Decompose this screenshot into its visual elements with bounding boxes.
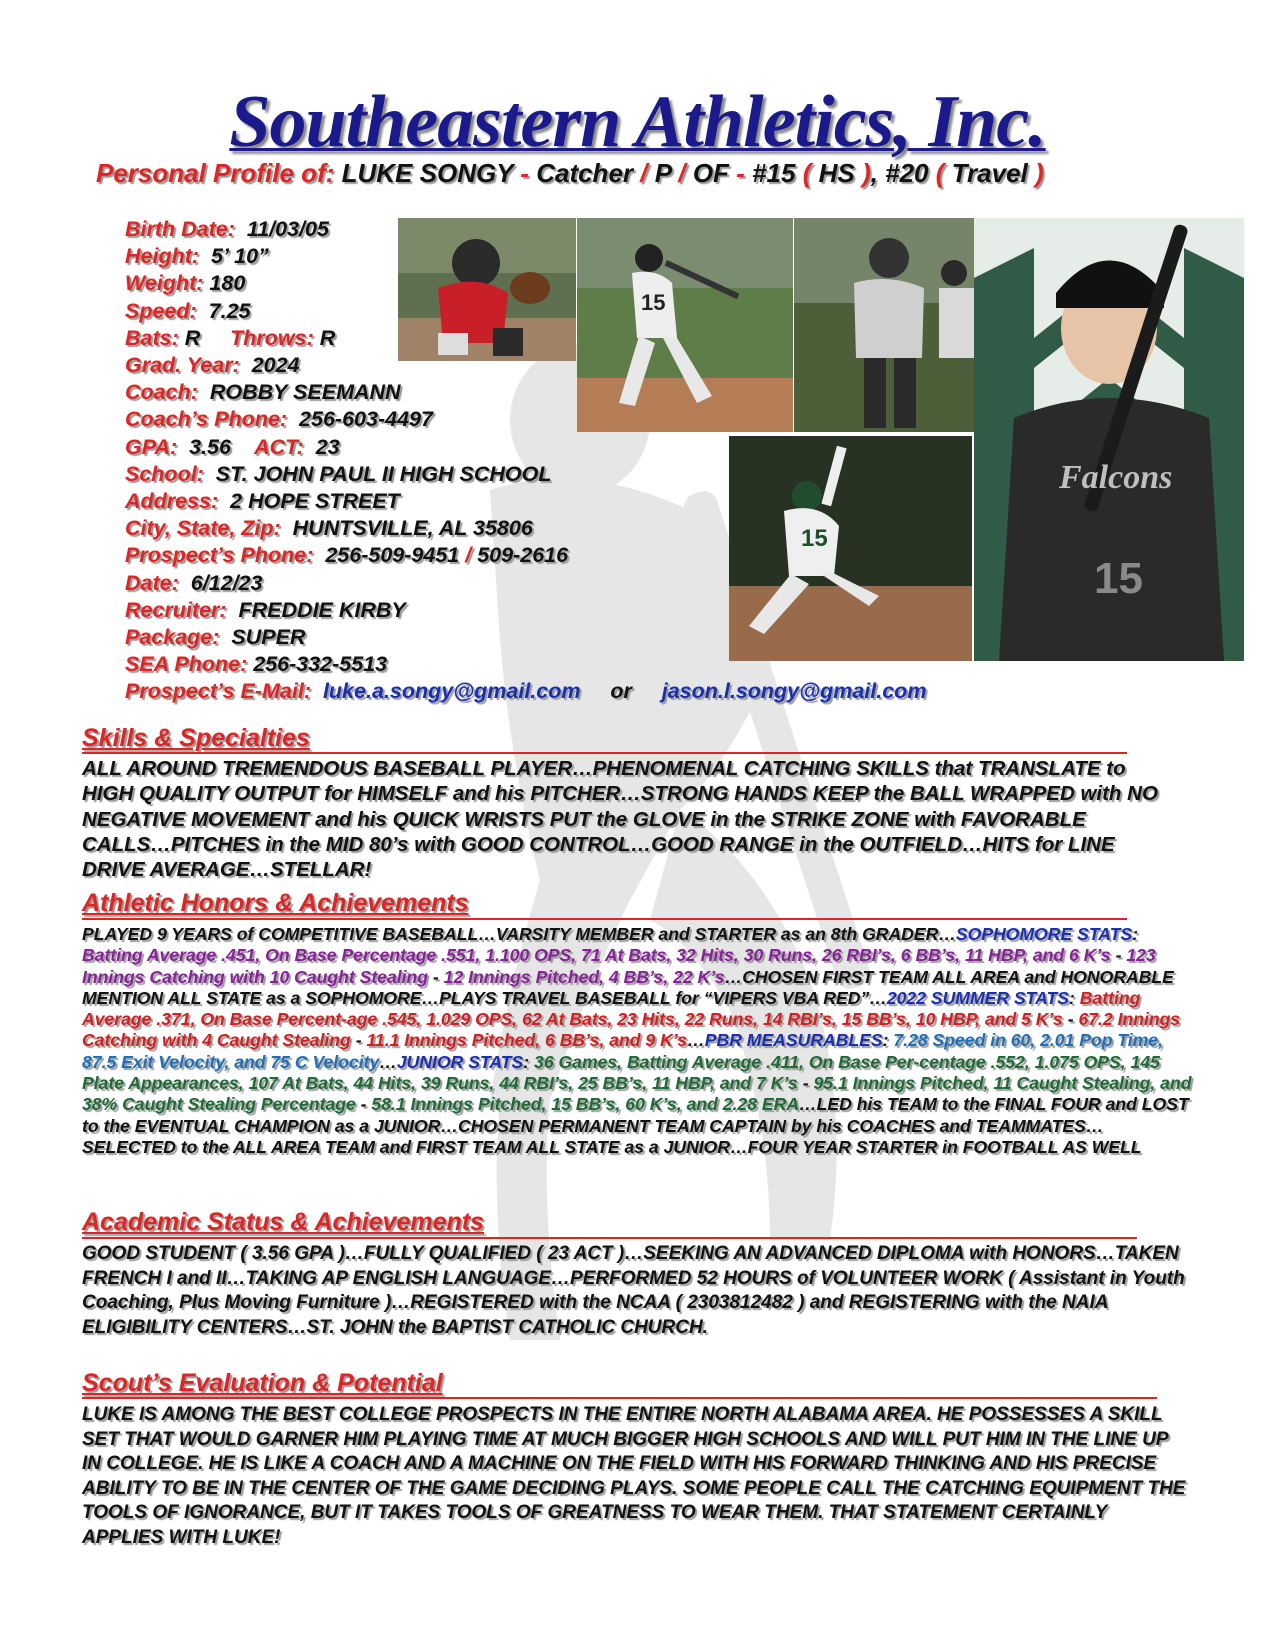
email-or: or bbox=[610, 679, 632, 704]
academic-text: GOOD STUDENT ( 3.56 GPA )…FULLY QUALIFIED ( 23 ACT )…SEEKING AN ADVANCED DIPLOMA with HONORS…TAKEN FRENCH I and II…TAKING AP ENGLISH LANGUAGE…PERFORMED 52 HOURS of VOLUNTEER WORK ( Assistant in Youth Coaching, Plus Moving Furniture )…REGISTERED with the NCAA ( 2303812482 ) and REGISTERING with the NAIA ELIGIBILITY CENTERS…ST. JOHN the BAPTIST CATHOLIC CHURCH. bbox=[82, 1243, 1185, 1338]
junior-pitching: 58.1 Innings Pitched, 15 BB’s, 60 K’s, and 2.28 ERA bbox=[371, 1094, 800, 1115]
height-label: Height: bbox=[125, 244, 200, 269]
honors-intro: PLAYED 9 YEARS of COMPETITIVE BASEBALL…VARSITY MEMBER and STARTER as an 8th GRADER… bbox=[82, 924, 956, 944]
scout-rule bbox=[82, 1397, 1157, 1399]
colon: : bbox=[1132, 924, 1139, 944]
summer-stats-label: 2022 SUMMER STATS bbox=[886, 987, 1070, 1008]
recruiter-value: FREDDIE KIRBY bbox=[238, 597, 406, 622]
honors-text bbox=[82, 924, 1192, 1158]
junior-stats-label: JUNIOR STATS bbox=[396, 1051, 524, 1072]
grad-year-row bbox=[125, 352, 926, 379]
position-catcher: Catcher bbox=[536, 158, 634, 188]
sea-phone-row bbox=[125, 651, 926, 678]
ellipsis: … bbox=[687, 1030, 705, 1051]
honors-heading: Athletic Honors & Achievements bbox=[82, 889, 469, 917]
paren: ) bbox=[1035, 158, 1044, 188]
paren: ( bbox=[935, 158, 945, 188]
date-label: Date: bbox=[125, 570, 179, 595]
dash: - bbox=[428, 966, 444, 987]
address-row bbox=[125, 488, 926, 515]
coach-phone-row bbox=[125, 406, 926, 433]
academic-rule bbox=[82, 1237, 1137, 1239]
junior-catching: 95.1 Innings Pitched, 11 Caught Stealing, and 38% Caught Stealing Percentage bbox=[82, 1073, 1192, 1115]
paren: ( bbox=[802, 158, 812, 188]
school-value: ST. JOHN PAUL II HIGH SCHOOL bbox=[215, 461, 552, 486]
weight-label: Weight: bbox=[125, 271, 204, 296]
sophomore-catching: 123 Innings Catching with 10 Caught Stealing bbox=[82, 945, 1156, 987]
paren: ) bbox=[861, 158, 871, 188]
sophomore-pitching: 12 Innings Pitched, 4 BB’s, 22 K’s bbox=[443, 966, 725, 987]
honors-rule bbox=[82, 918, 1127, 920]
prospect-phone-row bbox=[125, 542, 926, 569]
date-row bbox=[125, 570, 926, 597]
dash: - bbox=[797, 1073, 814, 1094]
jersey-number-portrait: 15 bbox=[1094, 554, 1143, 603]
honors-closing: …LED his TEAM to the FINAL FOUR and LOST to the EVENTUAL CHAMPION as a JUNIOR…CHOSEN PERMANENT TEAM CAPTAIN by his COACHES and TEAMMATES…SELECTED to the ALL AREA TEAM and FIRST TEAM ALL STATE as a JUNIOR…FOUR YEAR STARTER in FOOTBALL AS WELL bbox=[82, 1094, 1189, 1157]
subtitle-slash: / bbox=[640, 158, 648, 188]
act-label: ACT: bbox=[254, 434, 304, 459]
junior-stats: 36 Games, Batting Average .411, On Base Per-centage .552, 1.075 OPS, 145 Plate Appearances, 107 At Bats, 44 Hits, 39 Runs, 44 RBI’s, 25 BB’s, 11 HBP, and 7 K’s bbox=[82, 1051, 1160, 1094]
player-name: LUKE SONGY bbox=[341, 158, 514, 188]
hs-number: #15 bbox=[752, 158, 796, 188]
scout-text: LUKE IS AMONG THE BEST COLLEGE PROSPECTS IN THE ENTIRE NORTH ALABAMA AREA. HE POSSESSES A SKILL SET THAT WOULD GARNER HIM PLAYING TIME AT MUCH BIGGER HIGH SCHOOLS AND WILL PUT HIM IN THE LINE UP IN COLLEGE. HE IS LIKE A COACH AND A MACHINE ON THE FIELD WITH HIS FORWARD THINKING AND HIS PRECISE ABILITY TO BE IN THE CENTER OF THE GAME DECIDING PLAYS. SOME PEOPLE CALL THE CATCHING EQUIPMENT THE TOOLS OF IGNORANCE, BUT IT TAKES TOOLS OF GREATNESS TO WEAR THEM. THAT STATEMENT CERTAINLY APPLIES WITH LUKE! bbox=[82, 1404, 1186, 1548]
bats-value: R bbox=[184, 325, 201, 350]
prospect-phone-alt: 509-2616 bbox=[477, 543, 569, 568]
sea-phone-label: SEA Phone: bbox=[125, 652, 248, 677]
jersey-number-pitching: 15 bbox=[801, 525, 828, 552]
hs-label: HS bbox=[818, 158, 855, 188]
profile-details bbox=[125, 216, 926, 706]
date-value: 6/12/23 bbox=[190, 570, 263, 595]
recruiter-label: Recruiter: bbox=[125, 597, 227, 622]
gpa-label: GPA: bbox=[125, 434, 178, 459]
weight-value: 180 bbox=[209, 271, 246, 296]
subtitle-slash: / bbox=[678, 158, 686, 188]
photo-portrait bbox=[974, 218, 1244, 661]
recruiter-row bbox=[125, 597, 926, 624]
skills-rule bbox=[82, 752, 1127, 754]
subtitle-sep: - bbox=[736, 158, 745, 188]
prospect-phone-value: 256-509-9451 bbox=[325, 543, 460, 568]
email-label: Prospect’s E-Mail: bbox=[125, 679, 311, 704]
prospect-phone-sep: / bbox=[465, 543, 472, 568]
academic-heading: Academic Status & Achievements bbox=[82, 1208, 485, 1236]
speed-label: Speed: bbox=[125, 298, 197, 323]
skills-heading: Skills & Specialties bbox=[82, 724, 310, 752]
height-row bbox=[125, 243, 926, 270]
scout-heading: Scout’s Evaluation & Potential bbox=[82, 1369, 443, 1397]
pbr-measurables: 7.28 Speed in 60, 2.01 Pop Time, 87.5 Exit Velocity, and 75 C Velocity bbox=[82, 1030, 1163, 1072]
colon: : bbox=[523, 1051, 530, 1072]
package-value: SUPER bbox=[231, 625, 306, 650]
subtitle-label: Personal Profile of: bbox=[96, 158, 335, 188]
speed-value: 7.25 bbox=[208, 298, 251, 323]
sophomore-stats-label: SOPHOMORE STATS bbox=[955, 924, 1133, 944]
prospect-phone-label: Prospect’s Phone: bbox=[125, 543, 314, 568]
grad-year-label: Grad. Year: bbox=[125, 353, 240, 378]
gpa-value: 3.56 bbox=[189, 434, 231, 459]
act-value: 23 bbox=[315, 434, 340, 459]
team-script: Falcons bbox=[1059, 459, 1173, 496]
skills-text: ALL AROUND TREMENDOUS BASEBALL PLAYER…PHENOMENAL CATCHING SKILLS that TRANSLATE to HIGH QUALITY OUTPUT for HIMSELF and his PITCHER…STRONG HANDS KEEP the BALL WRAPPED with NO NEGATIVE MOVEMENT and his QUICK WRISTS PUT the GLOVE in the STRIKE ZONE with FAVORABLE CALLS…PITCHES in the MID 80’s with GOOD CONTROL…GOOD RANGE in the OUTFIELD…HITS for LINE DRIVE AVERAGE…STELLAR! bbox=[82, 757, 1158, 882]
throws-label: Throws: bbox=[230, 325, 314, 350]
coach-phone-label: Coach’s Phone: bbox=[125, 407, 288, 432]
coach-label: Coach: bbox=[125, 380, 198, 405]
dash: - bbox=[355, 1094, 372, 1115]
birth-date-row bbox=[125, 216, 926, 243]
summer-stats: Batting Average .371, On Base Percent-age .545, 1.029 OPS, 62 At Bats, 23 Hits, 22 Runs, 14 RBI’s, 15 BB’s, 10 HBP, and 5 K’s bbox=[82, 987, 1141, 1030]
ellipsis: … bbox=[379, 1051, 397, 1072]
sea-phone-value: 256-332-5513 bbox=[253, 652, 388, 677]
package-label: Package: bbox=[125, 625, 220, 650]
gpa-act-row bbox=[125, 434, 926, 461]
city-value: HUNTSVILLE, AL 35806 bbox=[292, 516, 533, 541]
school-label: School: bbox=[125, 461, 204, 486]
dash: - bbox=[350, 1030, 367, 1051]
bats-throws-row bbox=[125, 325, 926, 352]
jersey-number-batting: 15 bbox=[641, 290, 666, 315]
pbr-label: PBR MEASURABLES bbox=[704, 1030, 883, 1051]
prospect-email-link[interactable]: luke.a.songy@gmail.com bbox=[322, 679, 581, 704]
summer-catching: 67.2 Innings Catching with 4 Caught Stealing bbox=[82, 1009, 1181, 1051]
honors-mid: …CHOSEN FIRST TEAM ALL AREA and HONORABLE MENTION ALL STATE as a SOPHOMORE…PLAYS TRAVEL BASEBALL for “VIPERS VBA RED”… bbox=[82, 966, 1174, 1008]
comma: , bbox=[870, 158, 878, 188]
travel-label: Travel bbox=[951, 158, 1028, 188]
school-row bbox=[125, 461, 926, 488]
position-outfield: OF bbox=[692, 158, 729, 188]
address-value: 2 HOPE STREET bbox=[230, 489, 400, 514]
colon: : bbox=[1069, 987, 1075, 1008]
coach-value: ROBBY SEEMANN bbox=[209, 380, 401, 405]
coach-phone-value: 256-603-4497 bbox=[299, 407, 433, 432]
bats-label: Bats: bbox=[125, 325, 179, 350]
summer-pitching: 11.1 Innings Pitched, 6 BB’s, and 9 K’s bbox=[366, 1030, 688, 1051]
weight-row bbox=[125, 270, 926, 297]
birth-date-value: 11/03/05 bbox=[246, 217, 329, 241]
height-value: 5’ 10” bbox=[211, 244, 269, 269]
speed-row bbox=[125, 298, 926, 325]
dash: - bbox=[1062, 1009, 1079, 1030]
colon: : bbox=[882, 1030, 889, 1051]
throws-value: R bbox=[319, 325, 336, 350]
grad-year-value: 2024 bbox=[251, 353, 300, 378]
coach-row bbox=[125, 379, 926, 406]
dash: - bbox=[1110, 945, 1127, 966]
subtitle-sep: - bbox=[520, 158, 529, 188]
city-label: City, State, Zip: bbox=[125, 516, 281, 541]
package-row bbox=[125, 624, 926, 651]
email-row bbox=[125, 678, 926, 705]
parent-email-link[interactable]: jason.l.songy@gmail.com bbox=[661, 679, 927, 704]
city-row bbox=[125, 515, 926, 542]
position-pitcher: P bbox=[654, 158, 672, 188]
address-label: Address: bbox=[125, 489, 219, 514]
sophomore-stats: Batting Average .451, On Base Percentage .551, 1.100 OPS, 71 At Bats, 32 Hits, 30 Runs, 26 RBI’s, 6 BB’s, 11 HBP, and 6 K’s bbox=[82, 945, 1111, 966]
travel-number: #20 bbox=[885, 158, 929, 188]
company-title: Southeastern Athletics, Inc. bbox=[229, 81, 1046, 163]
profile-subtitle bbox=[96, 158, 1044, 189]
birth-date-label: Birth Date: bbox=[125, 217, 235, 241]
